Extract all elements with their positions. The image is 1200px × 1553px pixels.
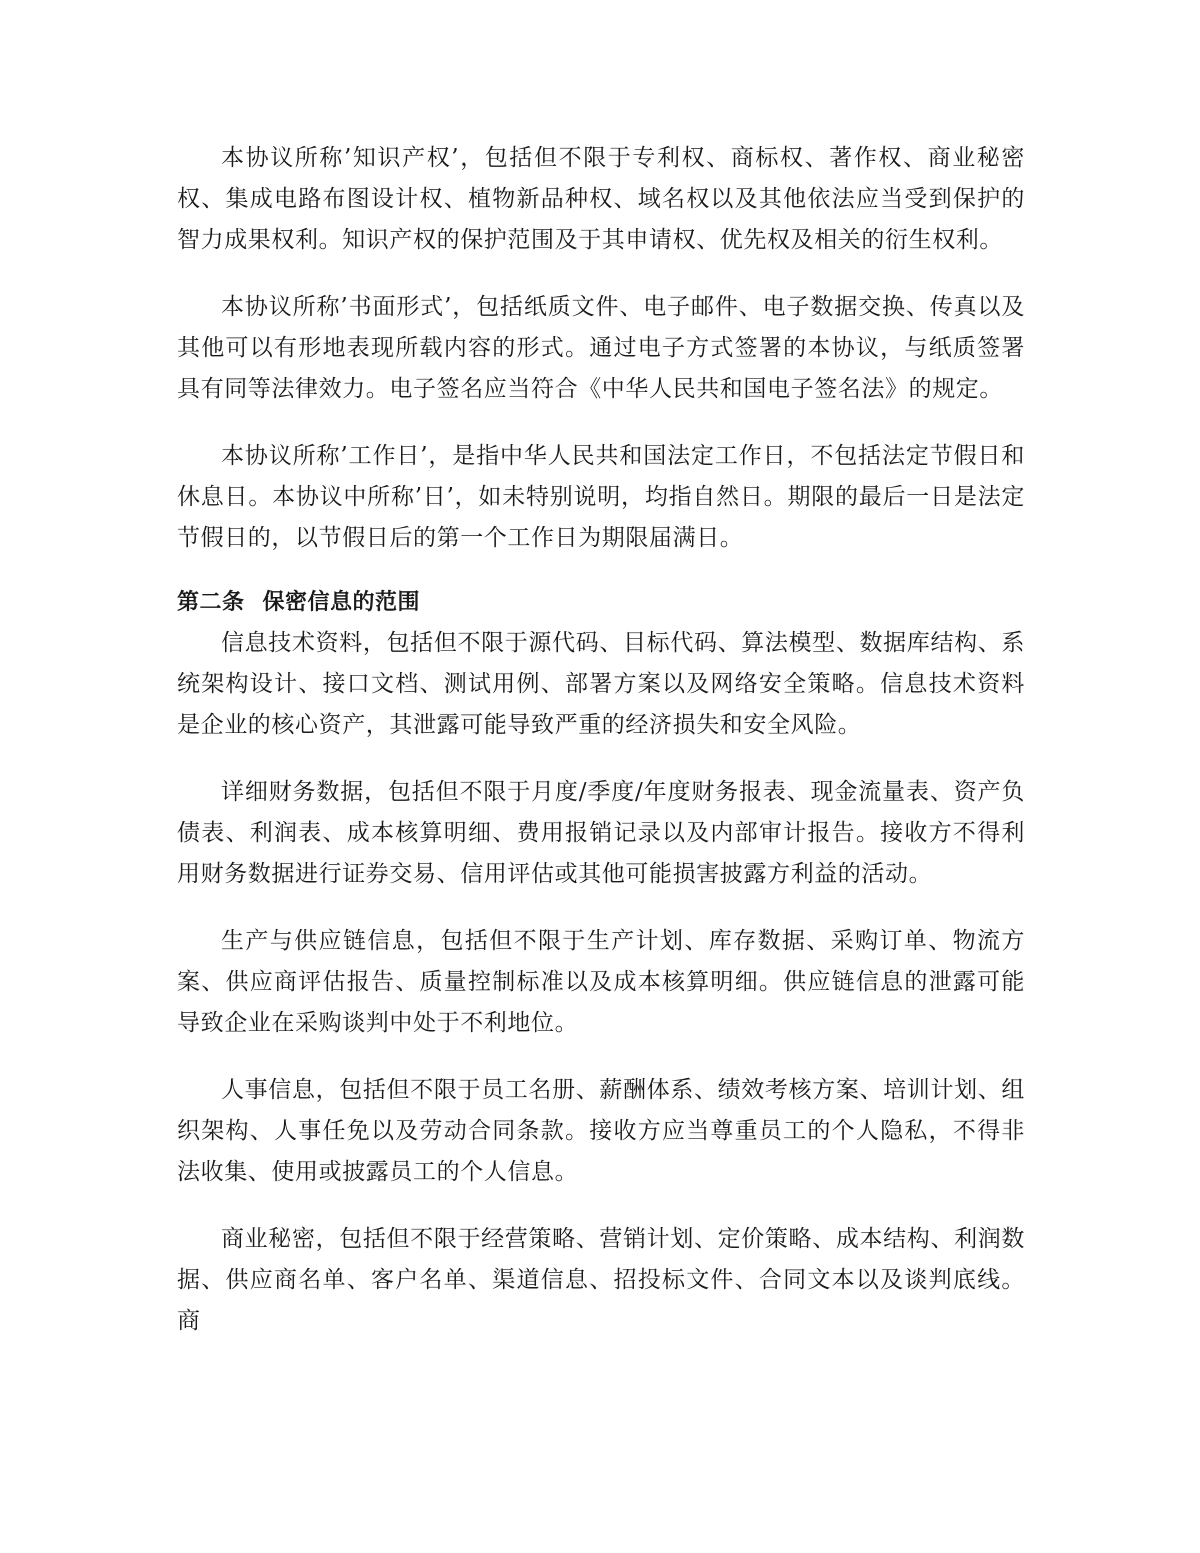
paragraph-trade-secrets: 商业秘密，包括但不限于经营策略、营销计划、定价策略、成本结构、利润数据、供应商名单、客户名单、渠道信息、招投标文件、合同文本以及谈判底线。商 bbox=[177, 1226, 1025, 1334]
paragraph-working-day-definition: 本协议所称’工作日’，是指中华人民共和国法定工作日，不包括法定节假日和休息日。本协议中所称’日’，如未特别说明，均指自然日。期限的最后一日是法定节假日的，以节假日后的第一个工作日为期限届满日。 bbox=[177, 443, 1025, 551]
paragraph-it-information: 信息技术资料，包括但不限于源代码、目标代码、算法模型、数据库结构、系统架构设计、接口文档、测试用例、部署方案以及网络安全策略。信息技术资料是企业的核心资产，其泄露可能导致严重的经济损失和安全风险。 bbox=[177, 630, 1025, 738]
paragraph-personnel: 人事信息，包括但不限于员工名册、薪酬体系、绩效考核方案、培训计划、组织架构、人事任免以及劳动合同条款。接收方应当尊重员工的个人隐私，不得非法收集、使用或披露员工的个人信息。 bbox=[177, 1077, 1025, 1185]
section-title: 保密信息的范围 bbox=[262, 590, 421, 615]
paragraph-written-form-definition: 本协议所称’书面形式’，包括纸质文件、电子邮件、电子数据交换、传真以及其他可以有形地表现所载内容的形式。通过电子方式签署的本协议，与纸质签署具有同等法律效力。电子签名应当符合《中华人民共和国电子签名法》的规定。 bbox=[177, 294, 1025, 402]
paragraph-ip-definition: 本协议所称’知识产权’，包括但不限于专利权、商标权、著作权、商业秘密权、集成电路布图设计权、植物新品种权、域名权以及其他依法应当受到保护的智力成果权利。知识产权的保护范围及于其申请权、优先权及相关的衍生权利。 bbox=[177, 145, 1025, 253]
section-heading bbox=[177, 585, 1025, 621]
paragraph-financial-data: 详细财务数据，包括但不限于月度/季度/年度财务报表、现金流量表、资产负债表、利润表、成本核算明细、费用报销记录以及内部审计报告。接收方不得利用财务数据进行证券交易、信用评估或其他可能损害披露方利益的活动。 bbox=[177, 779, 1025, 887]
document-body bbox=[177, 138, 1025, 1368]
section-number: 第二条 bbox=[177, 590, 245, 615]
paragraph-supply-chain: 生产与供应链信息，包括但不限于生产计划、库存数据、采购订单、物流方案、供应商评估报告、质量控制标准以及成本核算明细。供应链信息的泄露可能导致企业在采购谈判中处于不利地位。 bbox=[177, 928, 1025, 1036]
